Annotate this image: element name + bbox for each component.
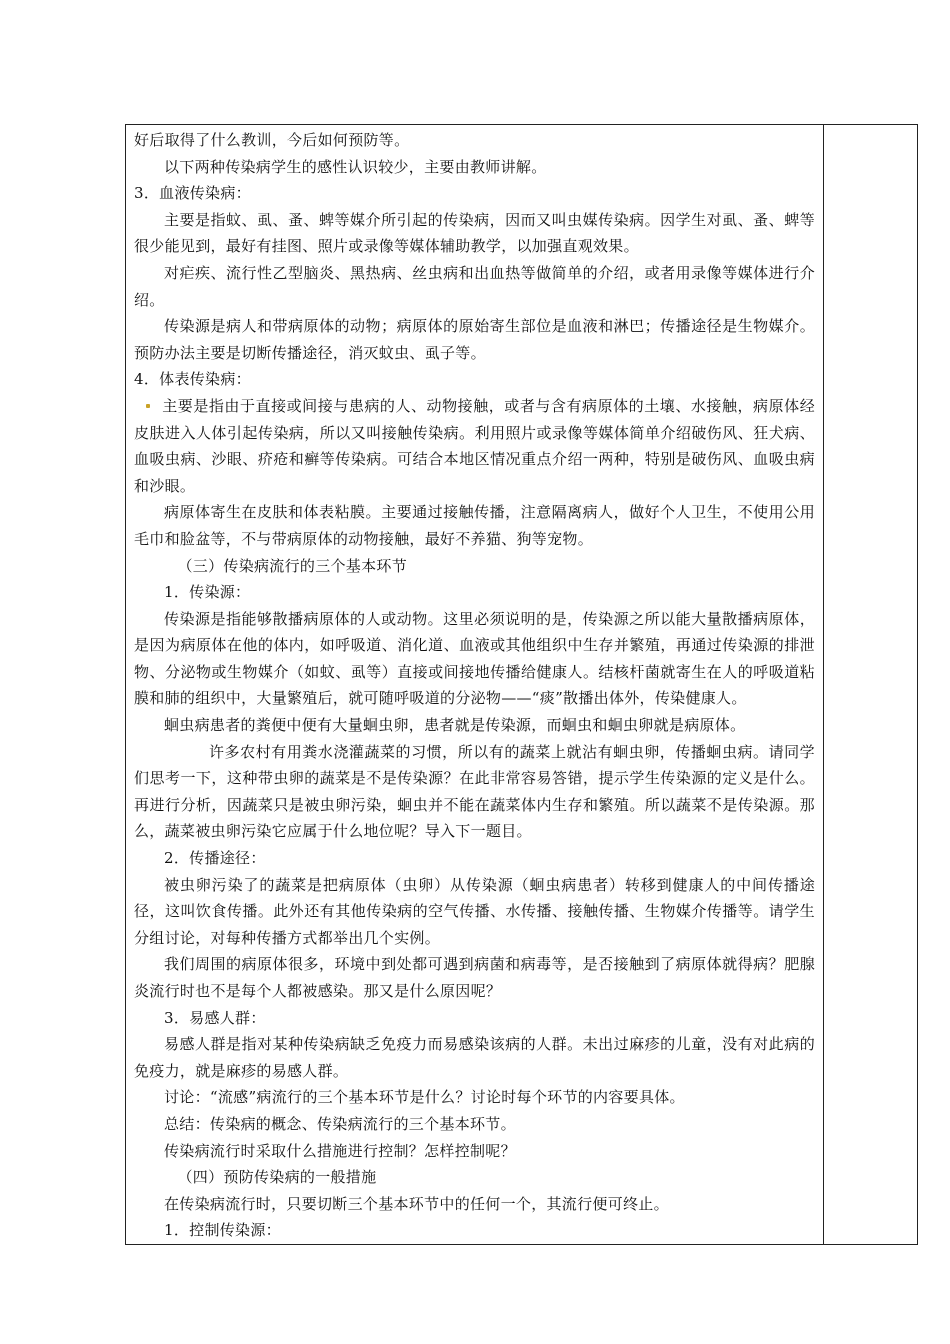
section-heading: （三）传染病流行的三个基本环节	[177, 556, 408, 575]
lesson-content-cell	[126, 125, 824, 1245]
paragraph	[134, 393, 815, 499]
section-heading: 1．控制传染源：	[164, 1221, 281, 1240]
lesson-text	[126, 125, 823, 1244]
section-heading: 3．血液传染病：	[134, 184, 251, 203]
paragraph: 在传染病流行时，只要切断三个基本环节中的任何一个，其流行便可终止。	[164, 1194, 669, 1213]
paragraph: 我们周围的病原体很多，环境中到处都可遇到病菌和病毒等，是否接触到了病原体就得病？肥腺炎流行时也不是每个人都被感染。那又是什么原因呢？	[134, 955, 815, 1000]
stray-mark	[146, 404, 150, 408]
paragraph: 对疟疾、流行性乙型脑炎、黑热病、丝虫病和出血热等做简单的介绍，或者用录像等媒体进行介绍。	[134, 263, 815, 309]
paragraph: 讨论：“流感”病流行的三个基本环节是什么？讨论时每个环节的内容要具体。	[164, 1088, 685, 1107]
paragraph: 以下两种传染病学生的感性认识较少，主要由教师讲解。	[164, 157, 547, 176]
lesson-table	[125, 124, 918, 1245]
paragraph-text: 主要是指由于直接或间接与患病的人、动物接触，或者与含有病原体的土壤、水接触，病原体经皮肤进入人体引起传染病，所以又叫接触传染病。利用照片或录像等媒体简单介绍破伤风、狂犬病、血吸虫病、沙眼、疥疮和癣等传染病。可结合本地区情况重点介绍一两种，特别是破伤风、血吸虫病和沙眼。	[134, 396, 815, 495]
paragraph: 传染病流行时采取什么措施进行控制？怎样控制呢？	[164, 1141, 516, 1160]
section-heading: 2．传播途径：	[164, 849, 266, 868]
paragraph: 好后取得了什么教训，今后如何预防等。	[134, 131, 410, 149]
paragraph: 传染源是病人和带病原体的动物；病原体的原始寄生部位是血液和淋巴；传播途径是生物媒介。预防办法主要是切断传播途径，消灭蚊虫、虱子等。	[134, 317, 815, 362]
paragraph: 病原体寄生在皮肤和体表粘膜。主要通过接触传播，注意隔离病人，做好个人卫生，不使用公用毛巾和脸盆等，不与带病原体的动物接触，最好不养猫、狗等宠物。	[134, 503, 815, 548]
section-heading: 4．体表传染病：	[134, 370, 251, 389]
section-heading: 3．易感人群：	[164, 1008, 266, 1027]
paragraph: 易感人群是指对某种传染病缺乏免疫力而易感染该病的人群。未出过麻疹的儿童，没有对此病的免疫力，就是麻疹的易感人群。	[134, 1035, 815, 1080]
section-heading: （四）预防传染病的一般措施	[177, 1168, 377, 1187]
paragraph: 总结：传染病的概念、传染病流行的三个基本环节。	[164, 1114, 516, 1133]
paragraph: 被虫卵污染了的蔬菜是把病原体（虫卵）从传染源（蛔虫病患者）转移到健康人的中间传播途径，这叫饮食传播。此外还有其他传染病的空气传播、水传播、接触传播、生物媒介传播等。请学生分组讨论，对每种传播方式都举出几个实例。	[134, 875, 815, 947]
notes-cell	[824, 125, 918, 1245]
paragraph: 主要是指蚊、虱、蚤、蜱等媒介所引起的传染病，因而又叫虫媒传染病。因学生对虱、蚤、蜱等很少能见到，最好有挂图、照片或录像等媒体辅助教学，以加强直观效果。	[134, 210, 815, 256]
paragraph: 蛔虫病患者的粪便中便有大量蛔虫卵，患者就是传染源，而蛔虫和蛔虫卵就是病原体。	[164, 716, 746, 735]
paragraph: 传染源是指能够散播病原体的人或动物。这里必须说明的是，传染源之所以能大量散播病原体，是因为病原体在他的体内，如呼吸道、消化道、血液或其他组织中生存并繁殖，再通过传染源的排泄物、分泌物或生物媒介（如蚊、虱等）直接或间接地传播给健康人。结核杆菌就寄生在人的呼吸道粘膜和肺的组织中，大量繁殖后，就可随呼吸道的分泌物——“痰”散播出体外，传染健康人。	[134, 609, 815, 708]
paragraph: 许多农村有用粪水浇灌蔬菜的习惯，所以有的蔬菜上就沾有蛔虫卵，传播蛔虫病。请同学们思考一下，这种带虫卵的蔬菜是不是传染源？在此非常容易答错，提示学生传染源的定义是什么。再进行分析，因蔬菜只是被虫卵污染，蛔虫并不能在蔬菜体内生存和繁殖。所以蔬菜不是传染源。那么，蔬菜被虫卵污染它应属于什么地位呢？导入下一题目。	[134, 742, 815, 841]
section-heading: 1．传染源：	[164, 583, 251, 602]
